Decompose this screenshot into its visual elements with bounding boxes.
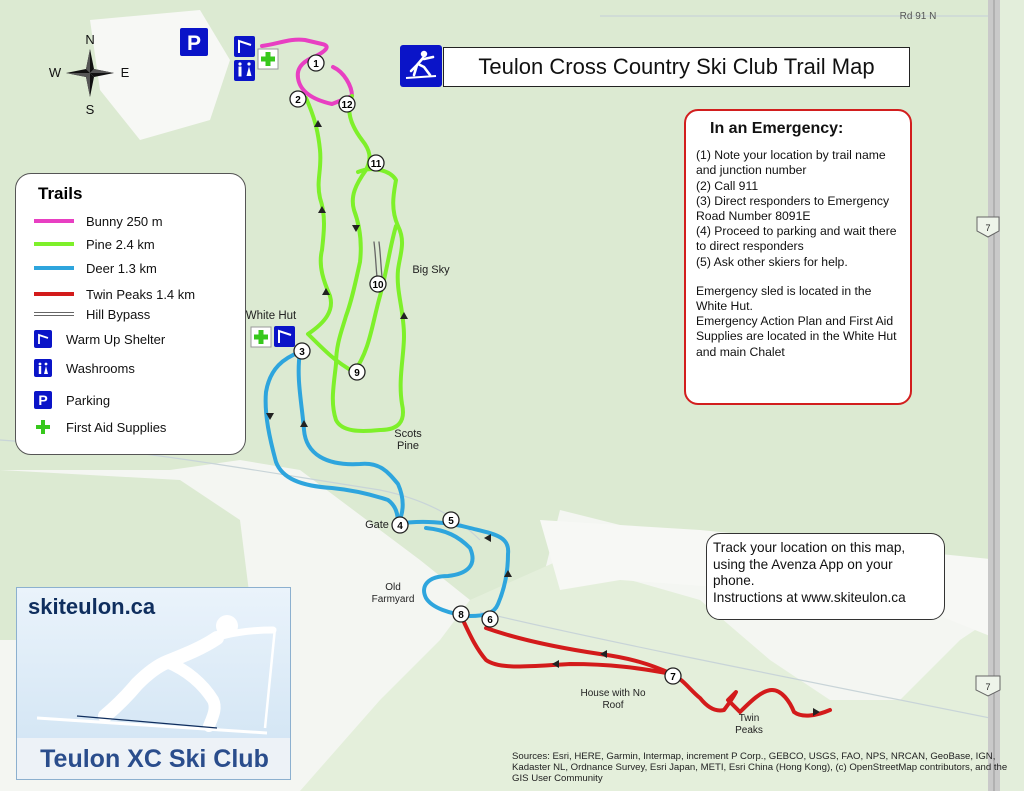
- legend-item-deer: [34, 259, 157, 277]
- club-logo: [16, 587, 291, 780]
- emergency-heading: In an Emergency:: [710, 120, 844, 137]
- deer-swatch: [34, 266, 74, 270]
- legend-label: Warm Up Shelter: [66, 331, 166, 347]
- legend-item-first-aid: [34, 418, 166, 436]
- legend-item-shelter: [34, 330, 165, 348]
- legend: [15, 173, 246, 455]
- compass-e: E: [120, 65, 130, 80]
- avenza-line: phone.: [713, 573, 755, 588]
- legend-item-twin-peaks: [34, 285, 195, 303]
- washroom-icon: [34, 359, 52, 377]
- legend-label: Bunny 250 m: [86, 213, 163, 229]
- legend-label: Twin Peaks 1.4 km: [86, 286, 196, 302]
- junction-5[interactable]: [443, 512, 459, 528]
- washroom-icon[interactable]: [234, 60, 255, 81]
- legend-item-bunny: [34, 212, 163, 230]
- junction-8[interactable]: [453, 606, 469, 622]
- first-aid-icon: [34, 418, 52, 436]
- emergency-step: (4) Proceed to parking and wait there to direct responders: [696, 224, 897, 254]
- legend-item-parking: [34, 391, 110, 409]
- parking-icon: P: [34, 391, 52, 409]
- shelter-icon[interactable]: [234, 36, 255, 57]
- emergency-step: (1) Note your location by trail name and junction number: [696, 148, 886, 178]
- junction-12[interactable]: [339, 96, 355, 112]
- legend-label: Washrooms: [66, 360, 135, 376]
- avenza-info-box: [706, 533, 945, 620]
- legend-label: Pine 2.4 km: [86, 236, 155, 252]
- avenza-line: Track your location on this map,: [713, 540, 906, 555]
- svg-text:4: 4: [397, 521, 403, 532]
- legend-label: Hill Bypass: [86, 306, 151, 322]
- highway-number-top: 7: [985, 223, 991, 233]
- legend-label: Deer 1.3 km: [86, 260, 157, 276]
- junction-7[interactable]: [665, 668, 681, 684]
- svg-text:9: 9: [354, 368, 360, 379]
- compass-n: N: [85, 32, 95, 47]
- svg-text:3: 3: [299, 347, 305, 358]
- big-sky-label: Big Sky: [412, 264, 450, 276]
- legend-item-washrooms: [34, 359, 135, 377]
- gate-label: Gate: [365, 519, 389, 531]
- logo-club-name: Teulon XC Ski Club: [17, 738, 291, 780]
- avenza-line: Instructions at www.skiteulon.ca: [713, 589, 906, 605]
- junction-3[interactable]: [294, 343, 310, 359]
- avenza-line: using the Avenza App on your: [713, 556, 893, 572]
- legend-item-hill-bypass: [34, 305, 150, 323]
- svg-text:7: 7: [670, 672, 676, 683]
- highway-number-bottom: 7: [985, 682, 991, 692]
- junction-11[interactable]: [368, 155, 384, 171]
- junction-4[interactable]: [392, 517, 408, 533]
- old-farmyard-label: Old Farmyard: [371, 582, 415, 605]
- svg-text:P: P: [186, 32, 202, 55]
- svg-text:5: 5: [448, 516, 454, 527]
- junction-6[interactable]: [482, 611, 498, 627]
- svg-text:12: 12: [341, 100, 353, 111]
- junction-1[interactable]: [308, 55, 324, 71]
- road-label: Rd 91 N: [899, 11, 937, 22]
- skier-logo-icon: [17, 588, 291, 738]
- compass-w: W: [48, 65, 62, 80]
- svg-text:1: 1: [313, 59, 319, 70]
- skier-icon: [400, 45, 442, 87]
- legend-label: Parking: [66, 392, 111, 408]
- svg-text:10: 10: [372, 280, 384, 291]
- svg-text:2: 2: [295, 95, 301, 106]
- svg-text:11: 11: [370, 159, 382, 170]
- parking-icon[interactable]: [180, 28, 208, 56]
- legend-title: Trails: [38, 184, 83, 203]
- scots-pine-label: Scots Pine: [394, 428, 422, 452]
- bunny-swatch: [34, 219, 74, 223]
- legend-item-pine: [34, 235, 155, 253]
- emergency-step: (3) Direct responders to Emergency Road Number 8091E: [696, 193, 890, 224]
- map-title: Teulon Cross Country Ski Club Trail Map: [443, 47, 910, 87]
- white-hut-label: White Hut: [245, 310, 297, 322]
- junction-10[interactable]: [370, 276, 386, 292]
- pine-swatch: [34, 242, 74, 246]
- first-aid-icon[interactable]: [258, 49, 278, 69]
- white-hut-shelter-icon[interactable]: [274, 326, 295, 347]
- legend-label: First Aid Supplies: [66, 419, 167, 435]
- svg-text:6: 6: [487, 615, 493, 626]
- svg-text:8: 8: [458, 610, 464, 621]
- highway-7: [988, 0, 1000, 791]
- emergency-note: Emergency Action Plan and First Aid Supplies are located in the White Hut and main Chalet: [696, 314, 897, 359]
- twin-peaks-swatch: [34, 292, 74, 296]
- junction-2[interactable]: [290, 91, 306, 107]
- shelter-icon: [34, 330, 52, 348]
- logo-url: skiteulon.ca: [28, 594, 156, 619]
- junction-9[interactable]: [349, 364, 365, 380]
- emergency-panel: [684, 109, 912, 405]
- map-sources: Sources: Esri, HERE, Garmin, Intermap, increment P Corp., GEBCO, USGS, FAO, NPS, NRCAN, GeoBase, IGN, Kadaster NL, Ordnance Survey, Esri Japan, METI, Esri China (Hong Kong), (c) OpenStreetMap contributors, and the GIS User Community: [512, 751, 1008, 784]
- emergency-note: Emergency sled is located in the White Hut.: [696, 283, 872, 314]
- hill-bypass-swatch: [34, 312, 74, 316]
- white-hut-first-aid-icon[interactable]: [251, 327, 271, 347]
- compass-s: S: [85, 102, 95, 117]
- house-no-roof-label: House with No Roof: [580, 688, 646, 711]
- twin-peaks-label: Twin Peaks: [735, 713, 763, 736]
- emergency-step: (2) Call 911: [696, 178, 759, 193]
- emergency-step: (5) Ask other skiers for help.: [696, 254, 848, 269]
